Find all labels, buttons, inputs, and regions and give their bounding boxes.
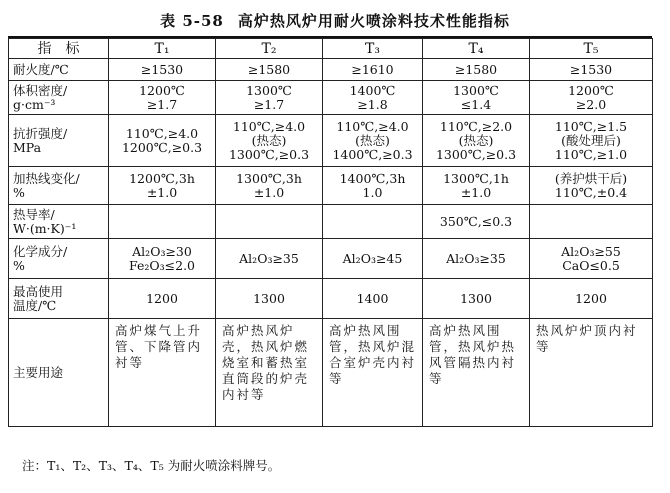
table-cell: 110℃,≥4.0 (热态) 1300℃,≥0.3 [216, 115, 323, 167]
table-cell: ≥1530 [530, 59, 653, 81]
table-cell: 110℃,≥1.5 (酸处理后) 110℃,≥1.0 [530, 115, 653, 167]
table-row [9, 167, 653, 205]
header-row [9, 39, 653, 59]
table-note: 注：T₁、T₂、T₃、T₄、T₅ 为耐火喷涂料牌号。 [22, 458, 281, 473]
table-row [9, 279, 653, 319]
table-cell: 1400℃,3h 1.0 [323, 167, 423, 205]
table-row [9, 239, 653, 279]
usage-cell: 高炉热风围管，热风炉热风管隔热内衬等 [423, 319, 530, 427]
table-cell: ≥1580 [423, 59, 530, 81]
table-cell: 1400℃ ≥1.8 [323, 81, 423, 115]
table-number: 表 5-58 [160, 12, 224, 30]
table-cell: Al₂O₃≥55 CaO≤0.5 [530, 239, 653, 279]
table-row [9, 59, 653, 81]
table-cell: Al₂O₃≥35 [216, 239, 323, 279]
header-t5: T₅ [530, 39, 653, 59]
table-title [0, 10, 670, 31]
usage-cell: 高炉热风围管，热风炉混合室炉壳内衬等 [323, 319, 423, 427]
row-label: 主要用途 [9, 319, 109, 427]
spec-table [8, 38, 653, 427]
table-cell: ≥1530 [109, 59, 216, 81]
row-label: 抗折强度/ MPa [9, 115, 109, 167]
table-cell: 1200 [530, 279, 653, 319]
table-cell: 1200℃,3h ±1.0 [109, 167, 216, 205]
table-cell: 1200℃ ≥2.0 [530, 81, 653, 115]
table-cell: Al₂O₃≥45 [323, 239, 423, 279]
table-cell: 1200℃ ≥1.7 [109, 81, 216, 115]
table-cell: 1300 [423, 279, 530, 319]
table-row [9, 205, 653, 239]
table-cell: (养护烘干后) 110℃,±0.4 [530, 167, 653, 205]
table-cell [109, 205, 216, 239]
header-t2: T₂ [216, 39, 323, 59]
table-cell [323, 205, 423, 239]
header-indicator: 指 标 [9, 39, 109, 59]
table-cell: 1300℃ ≤1.4 [423, 81, 530, 115]
table-cell [530, 205, 653, 239]
usage-cell: 高炉煤气上升管、下降管内衬等 [109, 319, 216, 427]
usage-row [9, 319, 653, 427]
table-row [9, 115, 653, 167]
table-caption: 高炉热风炉用耐火喷涂料技术性能指标 [237, 12, 510, 30]
header-t3: T₃ [323, 39, 423, 59]
row-label: 化学成分/ % [9, 239, 109, 279]
table-cell: Al₂O₃≥35 [423, 239, 530, 279]
table-cell: 110℃,≥4.0 (热态) 1400℃,≥0.3 [323, 115, 423, 167]
usage-cell: 高炉热风炉壳，热风炉燃烧室和蓄热室直筒段的炉壳内衬等 [216, 319, 323, 427]
table-cell: 1400 [323, 279, 423, 319]
table-cell: 1200 [109, 279, 216, 319]
table-cell: 1300℃,1h ±1.0 [423, 167, 530, 205]
row-label: 加热线变化/ % [9, 167, 109, 205]
table-cell: 350℃,≤0.3 [423, 205, 530, 239]
row-label: 最高使用 温度/℃ [9, 279, 109, 319]
header-t4: T₄ [423, 39, 530, 59]
row-label: 热导率/ W·(m·K)⁻¹ [9, 205, 109, 239]
table-cell: 1300℃ ≥1.7 [216, 81, 323, 115]
table-cell: ≥1610 [323, 59, 423, 81]
table-cell: 1300 [216, 279, 323, 319]
table-cell [216, 205, 323, 239]
usage-cell: 热风炉炉顶内衬等 [530, 319, 653, 427]
table-row [9, 81, 653, 115]
row-label: 耐火度/℃ [9, 59, 109, 81]
table-cell: 110℃,≥2.0 (热态) 1300℃,≥0.3 [423, 115, 530, 167]
table-cell: 110℃,≥4.0 1200℃,≥0.3 [109, 115, 216, 167]
table-cell: ≥1580 [216, 59, 323, 81]
table-cell: Al₂O₃≥30 Fe₂O₃≤2.0 [109, 239, 216, 279]
row-label: 体积密度/ g·cm⁻³ [9, 81, 109, 115]
table-cell: 1300℃,3h ±1.0 [216, 167, 323, 205]
header-t1: T₁ [109, 39, 216, 59]
